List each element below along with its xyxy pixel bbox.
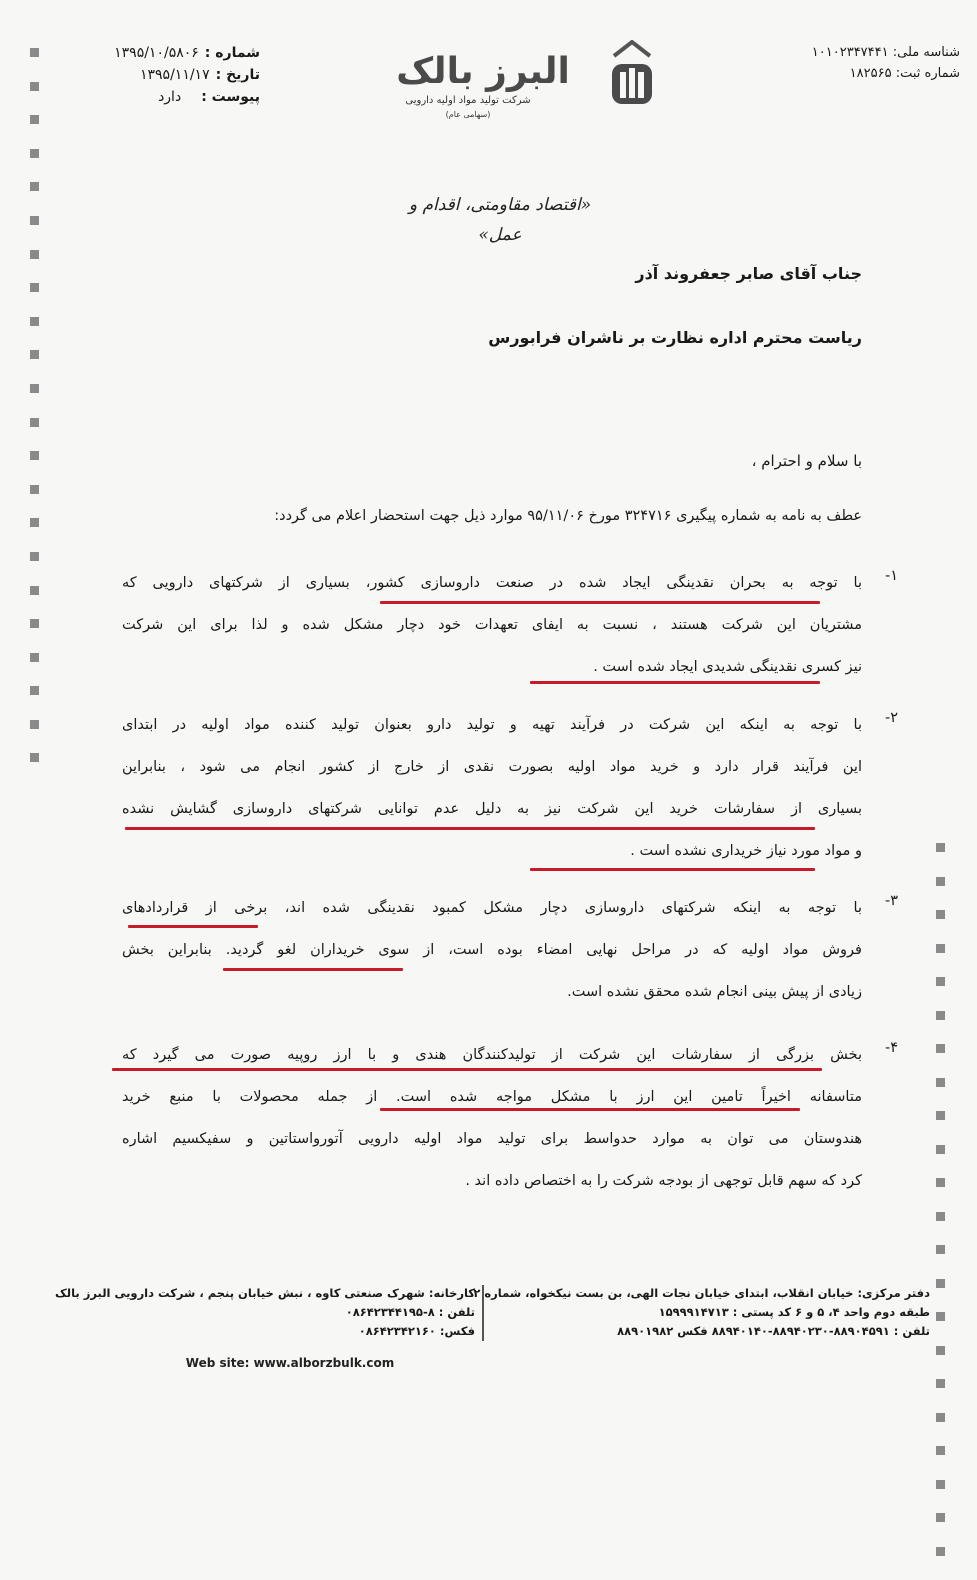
number-value: ۱۳۹۵/۱۰/۵۸۰۶ [114, 45, 199, 61]
paragraph-line: این فرآیند قرار دارد و خرید مواد اولیه بصورت نقدی از خارج از کشور انجام می شود ، بنابراین [122, 759, 862, 775]
punch-holes-left [30, 48, 42, 787]
attachment-value: دارد [158, 89, 182, 105]
number-label: شماره : [204, 45, 260, 61]
company-subtitle: شرکت تولید مواد اولیه دارویی [405, 95, 531, 106]
attachment-label: پیوست : [201, 89, 260, 105]
highlight-underline [223, 968, 403, 971]
paragraph-line: فروش مواد اولیه که در مراحل نهایی امضاء بوده است، از سوی خریداران لغو گردید. بنابراین بخش [122, 942, 862, 958]
paragraph-line: با توجه به اینکه این شرکت در فرآیند تهیه و تولید دارو بعنوان تولید کننده مواد اولیه در ابتدای [122, 717, 862, 733]
intro-text: عطف به نامه به شماره پیگیری ۳۲۴۷۱۶ مورخ ۹۵/۱۱/۰۶ موارد ذیل جهت استحضار اعلام می گردد: [274, 508, 862, 524]
paragraph-1 [122, 568, 898, 694]
highlight-underline [530, 868, 815, 871]
highlight-underline [125, 827, 815, 830]
paragraph-line: کرد که سهم قابل توجهی از بودجه شرکت را به اختصاص داده اند . [465, 1173, 862, 1189]
company-type: (سهامی عام) [445, 110, 491, 119]
paragraph-line: با توجه به بحران نقدینگی ایجاد شده در صنعت داروسازی کشور، بسیاری از شرکتهای دارویی که [122, 575, 862, 591]
paragraph-line: با توجه به اینکه شرکتهای داروسازی دچار مشکل کمبود نقدینگی شده اند، برخی از قراردادهای [122, 900, 862, 916]
highlight-underline [380, 601, 820, 604]
office-address-line: تلفن : ۸۸۹۰۴۵۹۱-۸۸۹۴۰۲۳۰-۸۸۹۴۰۱۴۰ فکس ۸۸۹۰۱۹۸۲ [617, 1324, 930, 1338]
footer-office-address [473, 1284, 930, 1341]
office-address-line: طبقه دوم واحد ۴، ۵ و ۶ کد پستی : ۱۵۹۹۹۱۴۷۱۳ [658, 1305, 930, 1319]
paragraph-line: زیادی از پیش بینی انجام شده محقق نشده است. [567, 984, 862, 1000]
paragraph-line: مشتریان این شرکت هستند ، نسبت به ایفای تعهدات خود دچار مشکل شده و لذا برای این شرکت [122, 617, 862, 633]
date-value: ۱۳۹۵/۱۱/۱۷ [140, 67, 210, 83]
company-name: البرز بالک [396, 51, 570, 92]
registration-number: شماره ثبت: ۱۸۲۵۶۵ [849, 66, 960, 81]
paragraph-3 [122, 893, 898, 1019]
paragraph-line: متاسفانه اخیراً تامین این ارز با مشکل مواجه شده است. از جمله محصولات با منبع خرید [122, 1089, 862, 1105]
date-label: تاریخ : [215, 67, 260, 83]
factory-address-line: کارخانه: شهرک صنعتی کاوه ، نبش خیابان پنجم ، شرکت دارویی البرز بالک [55, 1286, 475, 1300]
highlight-underline [380, 1108, 800, 1111]
paragraph-line: و مواد مورد نیاز خریداری نشده است . [630, 843, 862, 859]
paragraph-number: -۳ [884, 893, 898, 909]
letter-meta [60, 42, 260, 108]
highlight-underline [112, 1068, 822, 1071]
company-ids [770, 42, 960, 84]
paragraph-2 [122, 710, 898, 878]
office-address-line: دفتر مرکزی: خیابان انقلاب، ابتدای خیابان نجات الهی، بن بست نیکخواه، شماره ۲ [473, 1286, 930, 1300]
paragraph-line: هندوستان می توان به موارد حدواسط برای تولید مواد اولیه دارویی آتورواستاتین و سفیکسیم اشاره [122, 1131, 862, 1147]
punch-holes-right [936, 843, 948, 1580]
paragraph-line: نیز کسری نقدینگی شدیدی ایجاد شده است . [593, 659, 862, 675]
paragraph-number: -۴ [884, 1040, 898, 1056]
paragraph-line: بخش بزرگی از سفارشات این شرکت از تولیدکنندگان هندی و با ارز روپیه صورت می گیرد که [122, 1047, 862, 1063]
motto: «اقتصاد مقاومتی، اقدام و عمل» [408, 195, 592, 245]
factory-address-line: فکس: ۰۸۶۴۲۳۴۲۱۶۰ [358, 1324, 475, 1338]
factory-address-line: تلفن : ۸-۰۸۶۴۲۳۴۴۱۹۵ [345, 1305, 475, 1319]
company-logo-icon [608, 40, 656, 106]
highlight-underline [128, 925, 258, 928]
website-text: Web site: www.alborzbulk.com [185, 1356, 395, 1370]
footer-factory-address [55, 1284, 475, 1341]
paragraph-4 [122, 1040, 898, 1208]
paragraph-line: بسیاری از سفارشات خرید این شرکت نیز به دلیل عدم توانایی شرکتهای داروسازی گشایش نشده [122, 801, 862, 817]
national-id: شناسه ملی: ۱۰۱۰۲۳۴۷۴۴۱ [811, 45, 960, 60]
highlight-underline [530, 681, 820, 684]
addressee-name: جناب آقای صابر جعفروند آذر [635, 264, 862, 283]
paragraph-number: -۱ [884, 568, 898, 584]
paragraph-number: -۲ [884, 710, 898, 726]
greeting: با سلام و احترام ، [751, 452, 862, 470]
addressee-position: ریاست محترم اداره نظارت بر ناشران فرابورس [488, 328, 862, 347]
